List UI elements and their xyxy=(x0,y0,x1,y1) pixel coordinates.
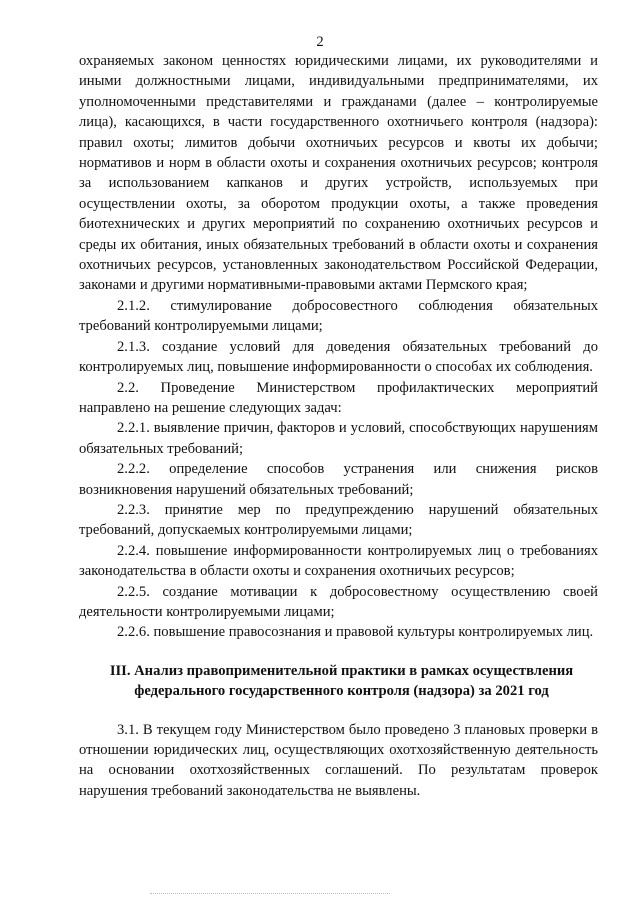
paragraph-2-2: 2.2. Проведение Министерством профилактических мероприятий направлено на решение следующих задач: xyxy=(79,379,598,416)
continuation-paragraph: охраняемых законом ценностях юридическими лицами, их руководителями и иными должностными лицами, индивидуальными предпринимателями, их уполномоченными представителями и гражданами (далее – контролируемые лица), касающихся, в части государственного охотничьего контроля (надзора): правил охоты; лимитов добычи охотничьих ресурсов и квоты их добычи; нормативов и норм в области охоты и сохранения охотничьих ресурсов; контроля за использованием капканов и других устройств, используемых при осуществлении охоты, за оборотом продукции охоты, а также проведения биотехнических и других мероприятий по сохранению охотничьих ресурсов и среды их обитания, иных обязательных требований в области охоты и сохранения охотничьих ресурсов, установленных законодательством Российской Федерации, законами и другими нормативными-правовыми актами Пермского края; xyxy=(79,53,598,294)
paragraph-2-2-1: 2.2.1. выявление причин, факторов и условий, способствующих нарушениям обязательных требований; xyxy=(79,420,598,457)
paragraph-2-2-3: 2.2.3. принятие мер по предупреждению нарушений обязательных требований, допускаемых контролируемыми лицами; xyxy=(79,501,598,539)
paragraph-2-1-3: 2.1.3. создание условий для доведения обязательных требований до контролируемых лиц, повышение информированности о способах их соблюдения. xyxy=(79,338,598,376)
section-heading xyxy=(79,661,598,702)
paragraph-2-1-2: 2.1.2. стимулирование добросовестного соблюдения обязательных требований контролируемыми лицами; xyxy=(79,297,598,335)
section-heading-line-2: федерального государственного контроля (надзора) за 2021 год xyxy=(134,683,549,700)
document-body xyxy=(79,51,598,801)
paragraph-3-1: 3.1. В текущем году Министерством было проведено 3 плановых проверки в отношении юридических лиц, осуществляющих охотхозяйственную деятельность на основании охотхозяйственных соглашений. По результатам проверок нарушения требований законодательства не выявлены. xyxy=(79,721,598,799)
paragraph-2-2-4: 2.2.4. повышение информированности контролируемых лиц о требованиях законодательства в области охоты и сохранения охотничьих ресурсов; xyxy=(79,542,598,580)
paragraph-2-2-2: 2.2.2. определение способов устранения или снижения рисков возникновения нарушений обязательных требований; xyxy=(79,461,598,498)
paragraph-2-2-5: 2.2.5. создание мотивации к добросовестному осуществлению своей деятельности контролируемыми лицами; xyxy=(79,583,598,620)
scan-artifact-line xyxy=(150,893,390,894)
paragraph-2-2-6: 2.2.6. повышение правосознания и правовой культуры контролируемых лиц. xyxy=(117,624,594,641)
page-number: 2 xyxy=(316,34,324,50)
section-heading-line-1: III. Анализ правоприменительной практики в рамках осуществления xyxy=(109,662,574,679)
